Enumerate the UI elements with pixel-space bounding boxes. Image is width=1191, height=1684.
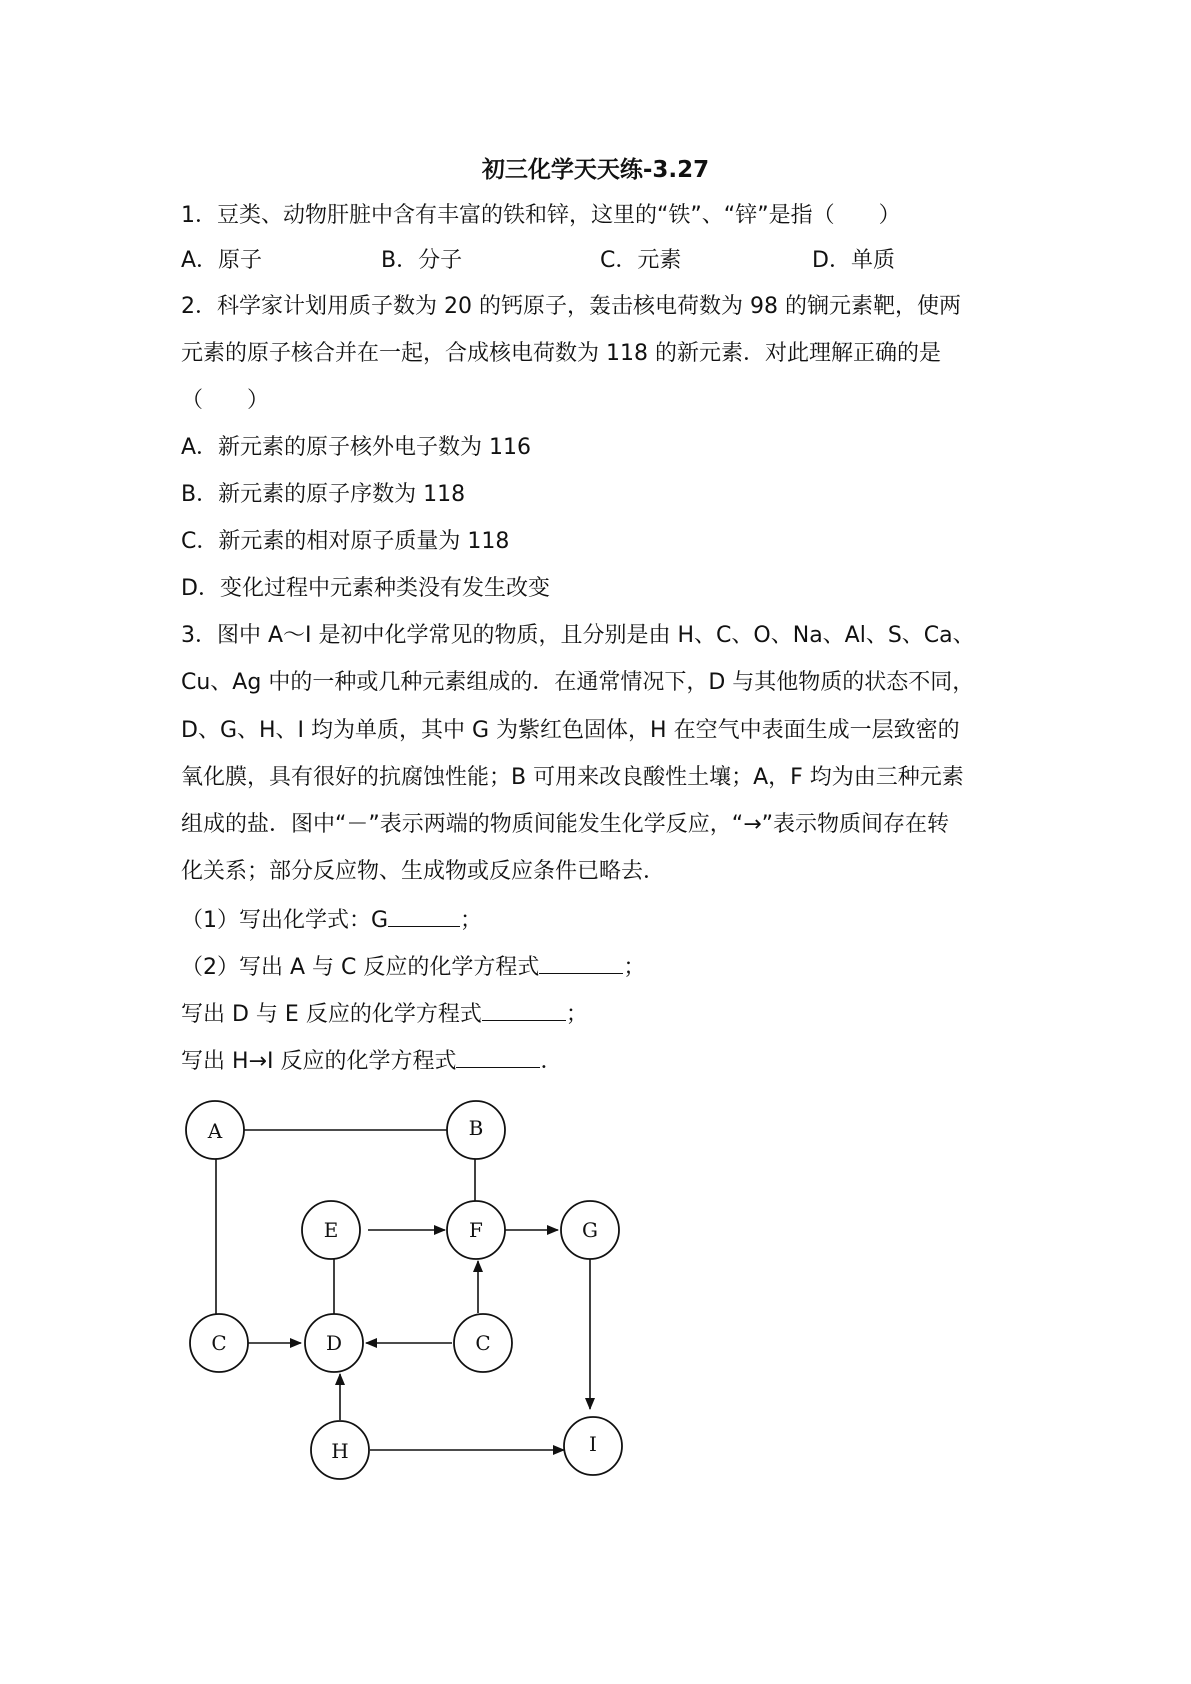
q3-sub2-prefix: （2）写出 A 与 C 反应的化学方程式 [181,955,540,980]
q3-stem-line-5: 组成的盐．图中“－”表示两端的物质间能发生化学反应，“→”表示物质间存在转 [181,812,950,837]
node-a-label: A [207,1119,223,1143]
node-c-right-label: C [475,1331,491,1355]
q2-stem-line-1: 2．科学家计划用质子数为 20 的钙原子，轰击核电荷数为 98 的锎元素靶，使两 [181,294,961,319]
q3-sub3-prefix: 写出 D 与 E 反应的化学方程式 [181,1002,482,1027]
page-title: 初三化学天天练-3.27 [481,157,710,183]
q3-sub1-prefix: （1）写出化学式：G [181,908,389,933]
node-h-label: H [331,1439,349,1463]
q1-option-d: D．单质 [812,248,895,273]
node-g-label: G [582,1218,598,1242]
q3-stem-line-2: Cu、Ag 中的一种或几种元素组成的．在通常情况下，D 与其他物质的状态不同， [181,670,975,695]
q1-option-b: B．分子 [381,248,463,273]
node-c-left-label: C [211,1331,227,1355]
q2-option-a: A．新元素的原子核外电子数为 116 [181,435,532,460]
q3-sub4-suffix: ． [540,1049,563,1074]
q3-sub1-suffix: ； [460,908,483,933]
node-e-label: E [323,1218,339,1242]
q3-sub2-suffix: ； [623,955,646,980]
q2-stem-line-2: 元素的原子核合并在一起，合成核电荷数为 118 的新元素．对此理解正确的是 [181,341,941,366]
q1-stem: 1．豆类、动物肝脏中含有丰富的铁和锌，这里的“铁”、“锌”是指（ ） [181,203,901,228]
node-f-label: F [469,1218,483,1242]
node-b-label: B [468,1116,484,1140]
q3-stem-line-1: 3．图中 A～I 是初中化学常见的物质，且分别是由 H、C、O、Na、Al、S、Ca、 [181,623,975,648]
q3-stem-line-4: 氧化膜，具有很好的抗腐蚀性能；B 可用来改良酸性土壤；A，F 均为由三种元素 [181,765,964,790]
node-d-label: D [325,1331,343,1355]
q3-sub3-suffix: ； [565,1002,588,1027]
q3-sub4-prefix: 写出 H→I 反应的化学方程式 [181,1049,457,1074]
q2-option-b: B．新元素的原子序数为 118 [181,482,466,507]
node-i-label: I [589,1432,597,1456]
q1-option-a: A．原子 [181,248,263,273]
q2-option-d: D．变化过程中元素种类没有发生改变 [181,576,550,601]
q2-stem-line-3: （ ） [181,388,270,413]
q3-stem-line-3: D、G、H、I 均为单质，其中 G 为紫红色固体，H 在空气中表面生成一层致密的 [181,718,960,743]
q3-stem-line-6: 化关系；部分反应物、生成物或反应条件已略去． [181,859,666,884]
q2-option-c: C．新元素的相对原子质量为 118 [181,529,510,554]
q1-option-c: C．元素 [600,248,682,273]
